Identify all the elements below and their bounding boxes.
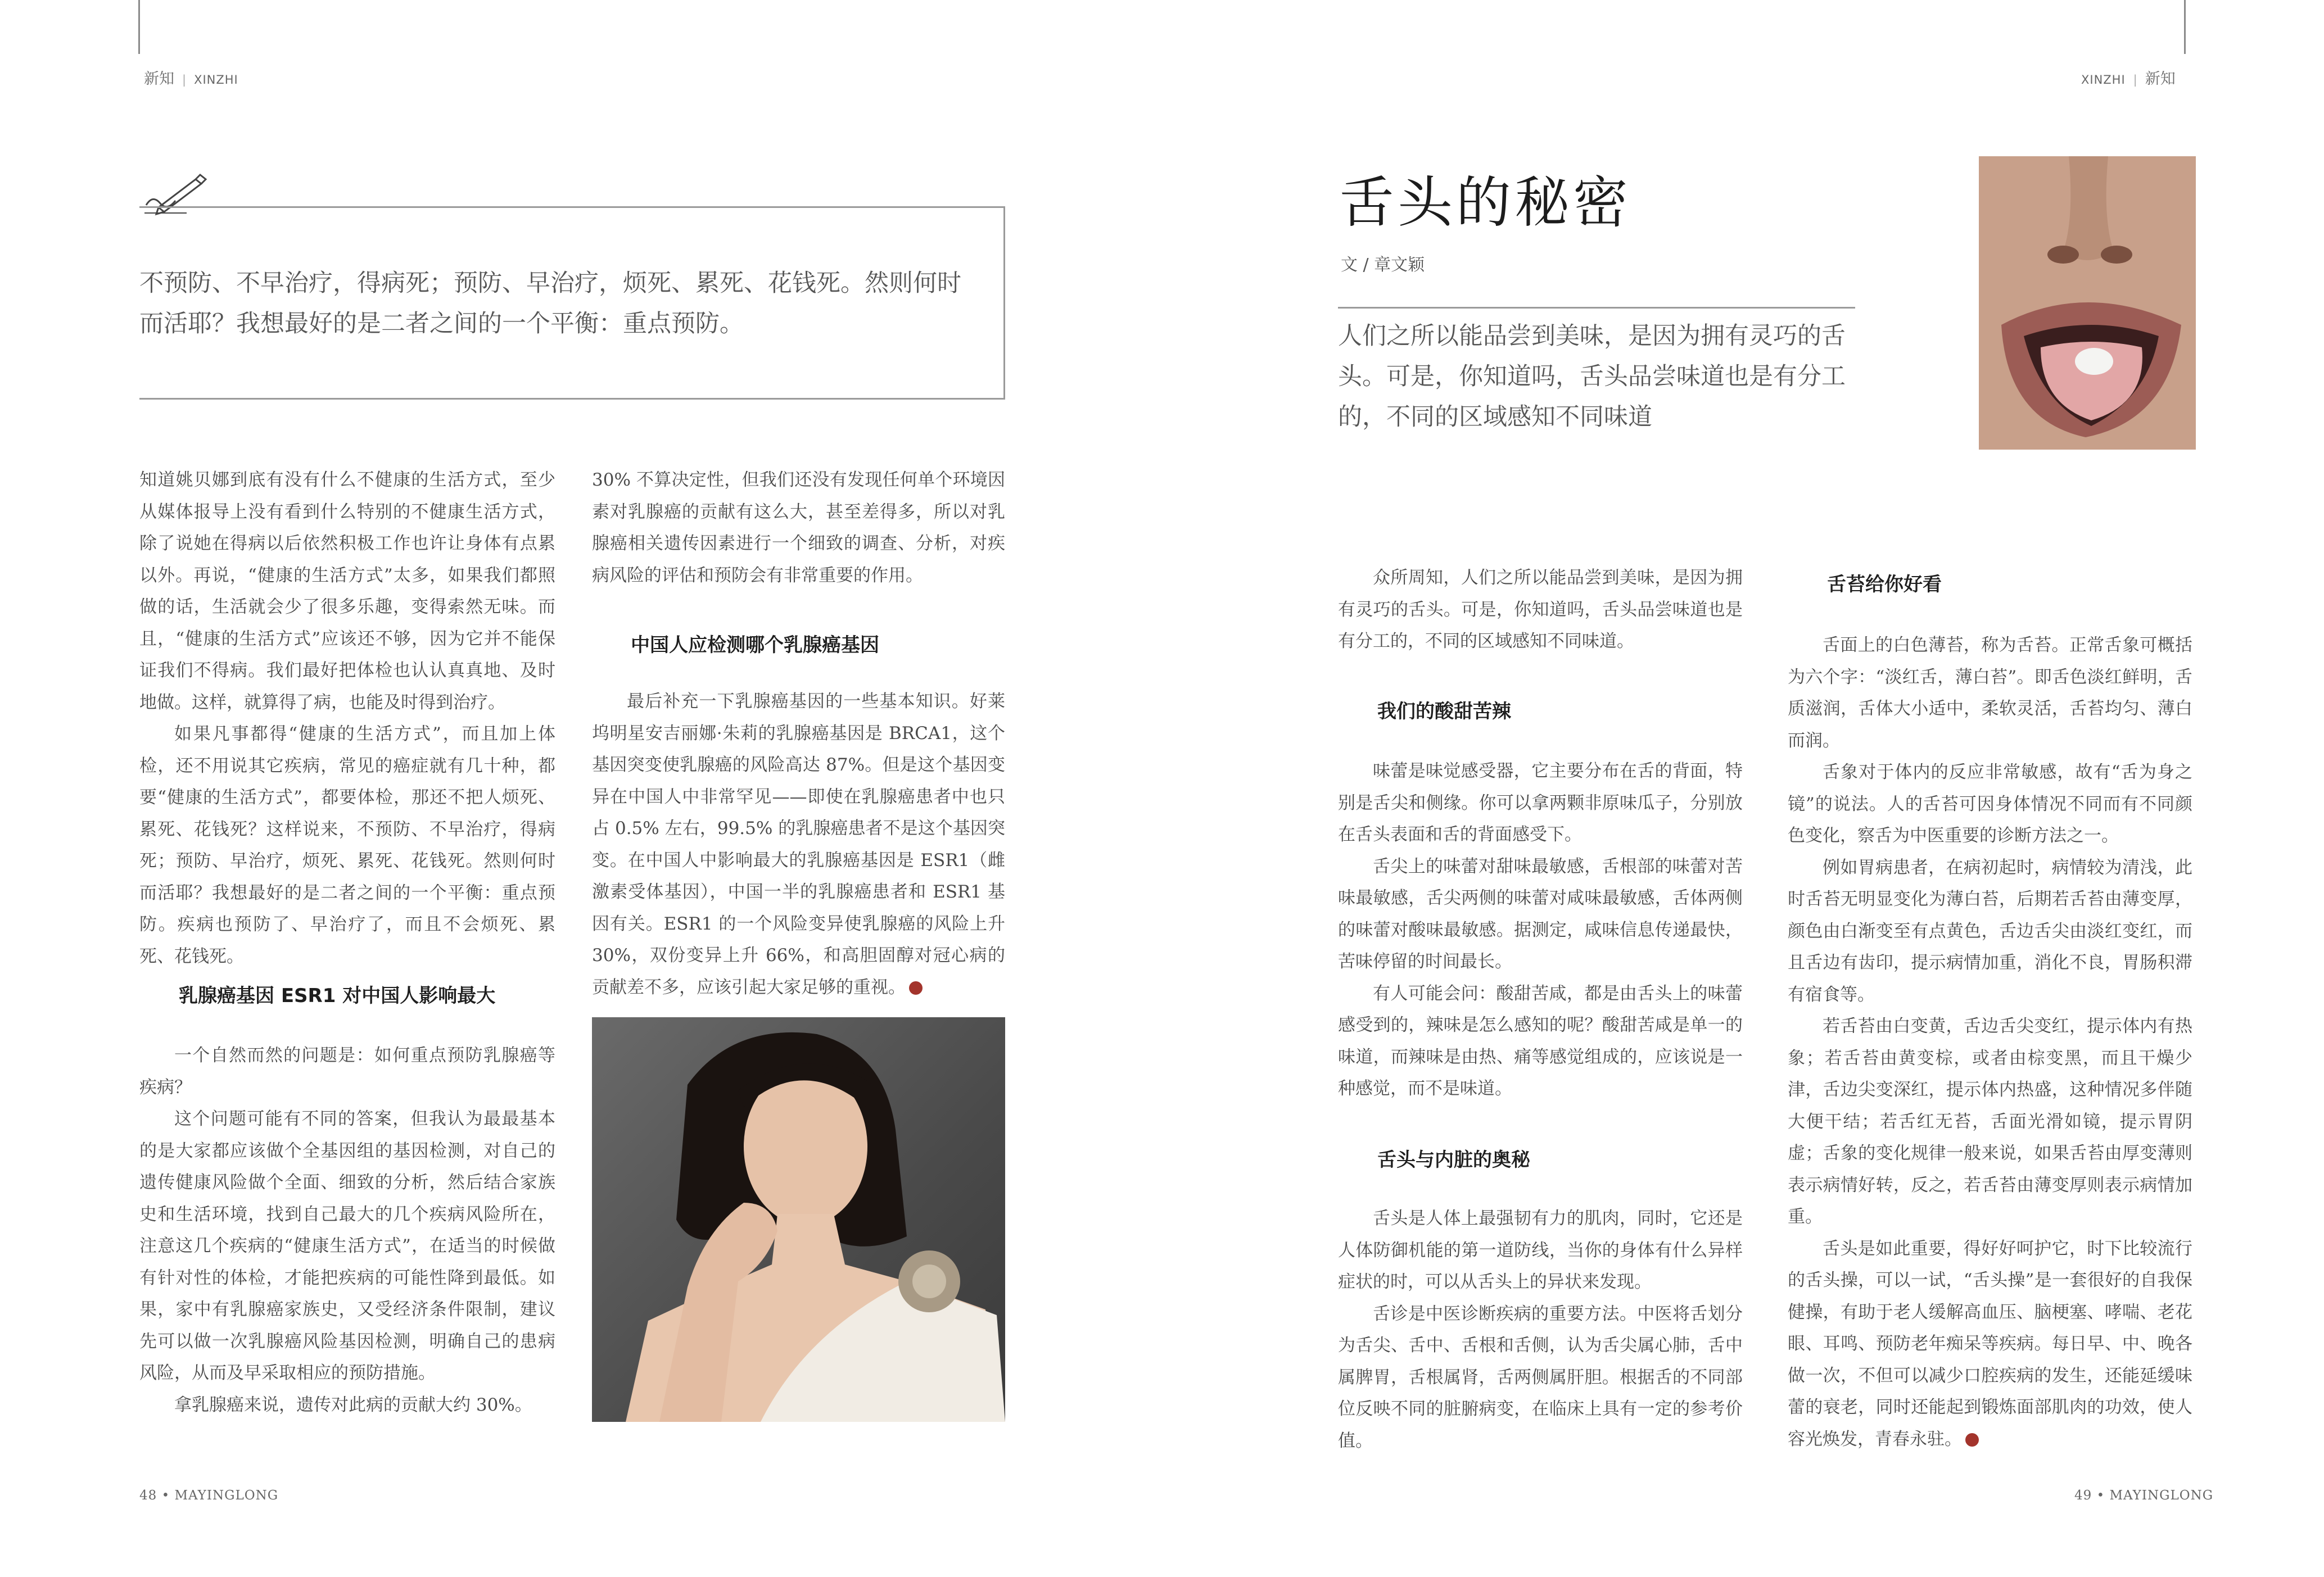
header-left-en: XINZHI [194,73,238,87]
paragraph: 30% 不算决定性，但我们还没有发现任何单个环境因素对乳腺癌的贡献有这么大，甚至差得多，所以对乳腺癌相关遗传因素进行一个细致的调查、分析，对疾病风险的评估和预防会有非常重要的作用。 [592,470,1005,586]
article-title: 舌头的秘密 [1339,171,1632,235]
end-mark-icon [909,981,923,995]
paragraph-text: 最后补充一下乳腺癌基因的一些基本知识。好莱坞明星安吉丽娜·朱莉的乳腺癌基因是 BRCA1，这个基因突变使乳腺癌的风险高达 87%。但是这个基因变异在中国人中非常罕见——即使在乳腺癌患者中也只占 0.5% 左右，99.5% 的乳腺癌患者不是这个基因突变。在中国人中影响最大的乳腺癌基因是 ESR1（雌激素受体基因），中国一半的乳腺癌患者和 ESR1 基因有关。ESR1 的一个风险变异使乳腺癌的风险上升 30%，双份变异上升 66%，和高胆固醇对冠心病的贡献差不多，应该引起大家足够的重视。 [592,691,1005,998]
paragraph: 知道姚贝娜到底有没有什么不健康的生活方式，至少从媒体报导上没有看到什么特别的不健康生活方式，除了说她在得病以后依然积极工作也许让身体有点累以外。再说，“健康的生活方式”太多，如果我们都照做的话，生活就会少了很多乐趣，变得索然无味。而且，“健康的生活方式”应该还不够，因为它并不能保证我们不得病。我们最好把体检也认认真真地、及时地做。这样，就算得了病，也能及时得到治疗。 [139,470,555,713]
paragraph: 舌面上的白色薄苔，称为舌苔。正常舌象可概括为六个字：“淡红舌，薄白苔”。即舌色淡红鲜明，舌质滋润，舌体大小适中，柔软灵活，舌苔均匀、薄白而润。 [1788,635,2192,751]
subhead-esr1: 乳腺癌基因 ESR1 对中国人影响最大 [179,985,496,1007]
left-page-rule [138,0,140,54]
paragraph [1788,1233,2192,1456]
end-mark-icon [1965,1433,1979,1447]
left-column-2b [592,686,1005,1003]
paragraph: 这个问题可能有不同的答案，但我认为最最基本的是大家都应该做个全基因组的基因检测，对自己的遗传健康风险做个全面、细致的分析，然后结合家族史和生活环境，找到自己最大的几个疾病风险所在，注意这几个疾病的“健康生活方式”，在适当的时候做有针对性的体检，才能把疾病的可能性降到最低。如果，家中有乳腺癌家族史，又受经济条件限制，建议先可以做一次乳腺癌风险基因检测，明确自己的患病风险，从而及早采取相应的预防措施。 [139,1109,555,1383]
paragraph [592,686,1005,1003]
paragraph: 味蕾是味觉感受器，它主要分布在舌的背面，特别是舌尖和侧缘。你可以拿两颗非原味瓜子，分别放在舌头表面和舌的背面感受下。 [1338,761,1743,845]
paragraph: 一个自然而然的问题是：如何重点预防乳腺癌等疾病？ [139,1045,555,1098]
header-right-sep: | [2133,73,2137,87]
subhead-organs: 舌头与内脏的奥秘 [1377,1149,1530,1171]
paragraph: 若舌苔由白变黄，舌边舌尖变红，提示体内有热象；若舌苔由黄变棕，或者由棕变黑，而且干燥少津，舌边尖变深红，提示体内热盛，这种情况多伴随大便干结；若舌红无苔，舌面光滑如镜，提示胃阴虚；舌象的变化规律一般来说，如果舌苔由厚变薄则表示病情好转，反之，若舌苔由薄变厚则表示病情加重。 [1788,1016,2192,1227]
paragraph: 例如胃病患者，在病初起时，病情较为清浅，此时舌苔无明显变化为薄白苔，后期若舌苔由薄变厚，颜色由白渐变至有点黄色，舌边舌尖由淡红变红，而且舌边有齿印，提示病情加重，消化不良，胃肠积滞有宿食等。 [1788,857,2192,1005]
pull-quote-right: 人们之所以能品尝到美味，是因为拥有灵巧的舌头。可是，你知道吗，舌头品尝味道也是有分工的，不同的区域感知不同味道 [1338,322,1846,431]
header-left-sep: | [182,73,187,87]
left-column-1 [139,464,555,972]
woman-illustration [592,1017,1005,1422]
header-right-en: XINZHI [2081,73,2126,87]
byline: 文 / 章文颖 [1341,255,1425,275]
left-column-2 [592,464,1005,591]
paragraph: 众所周知，人们之所以能品尝到美味，是因为拥有灵巧的舌头。可是，你知道吗，舌头品尝味道也是有分工的，不同的区域感知不同味道。 [1338,568,1743,651]
right-column-2 [1788,629,2192,1455]
tongue-photo [1979,156,2196,450]
header-right-zh: 新知 [2145,70,2176,88]
right-page-rule [2184,0,2186,54]
byline-rule [1338,307,1855,309]
pull-quote-left: 不预防、不早治疗，得病死；预防、早治疗，烦死、累死、花钱死。然则何时而活耶？我想最好的是二者之间的一个平衡：重点预防。 [139,269,961,338]
right-column-1b [1338,1203,1743,1457]
folio-left: 48 • MAYINGLONG [139,1488,279,1503]
folio-right: 49 • MAYINGLONG [2074,1488,2214,1503]
right-column-1a [1338,755,1743,1105]
paragraph: 拿乳腺癌来说，遗传对此病的贡献大约 30%。 [174,1394,532,1415]
left-column-1b [139,1040,555,1421]
paragraph-text: 舌头是如此重要，得好好呵护它，时下比较流行的舌头操，可以一试，“舌头操”是一套很好的自我保健操，有助于老人缓解高血压、脑梗塞、哮喘、老花眼、耳鸣、预防老年痴呆等疾病。每日早、中、晚各做一次，不但可以减少口腔疾病的发生，还能延缓味蕾的衰老，同时还能起到锻炼面部肌肉的功效，使人容光焕发，青春永驻。 [1788,1238,2192,1449]
header-right [2081,66,2176,88]
right-column-1-intro [1338,562,1743,658]
header-left-zh: 新知 [144,70,174,88]
tongue-illustration [1979,156,2196,450]
woman-photo [592,1017,1005,1422]
subhead-tongue-coating: 舌苔给你好看 [1827,573,1942,596]
subhead-taste: 我们的酸甜苦辣 [1377,700,1511,723]
header-left [144,66,238,88]
paragraph: 舌象对于体内的反应非常敏感，故有“舌为身之镜”的说法。人的舌苔可因身体情况不同而有不同颜色变化，察舌为中医重要的诊断方法之一。 [1788,762,2192,846]
paragraph: 如果凡事都得“健康的生活方式”，而且加上体检，还不用说其它疾病，常见的癌症就有几十种，都要“健康的生活方式”，都要体检，那还不把人烦死、累死、花钱死？这样说来，不预防、不早治疗，得病死；预防、早治疗，烦死、累死、花钱死。然则何时而活耶？我想最好的是二者之间的一个平衡：重点预防。疾病也预防了、早治疗了，而且不会烦死、累死、花钱死。 [139,724,555,967]
paragraph: 舌尖上的味蕾对甜味最敏感，舌根部的味蕾对苦味最敏感，舌尖两侧的味蕾对咸味最敏感，舌体两侧的味蕾对酸味最敏感。据测定，咸味信息传递最快，苦味停留的时间最长。 [1338,856,1743,972]
paragraph: 舌诊是中医诊断疾病的重要方法。中医将舌划分为舌尖、舌中、舌根和舌侧，认为舌尖属心肺，舌中属脾胃，舌根属肾，舌两侧属肝胆。根据舌的不同部位反映不同的脏腑病变，在临床上具有一定的参考价值。 [1338,1303,1743,1451]
paragraph: 舌头是人体上最强韧有力的肌肉，同时，它还是人体防御机能的第一道防线，当你的身体有什么异样症状的时，可以从舌头上的异状来发现。 [1338,1208,1743,1292]
subhead-which-gene: 中国人应检测哪个乳腺癌基因 [631,634,879,656]
paragraph: 有人可能会问：酸甜苦咸，都是由舌头上的味蕾感受到的，辣味是怎么感知的呢？酸甜苦咸是单一的味道，而辣味是由热、痛等感觉组成的，应该说是一种感觉，而不是味道。 [1338,983,1743,1099]
